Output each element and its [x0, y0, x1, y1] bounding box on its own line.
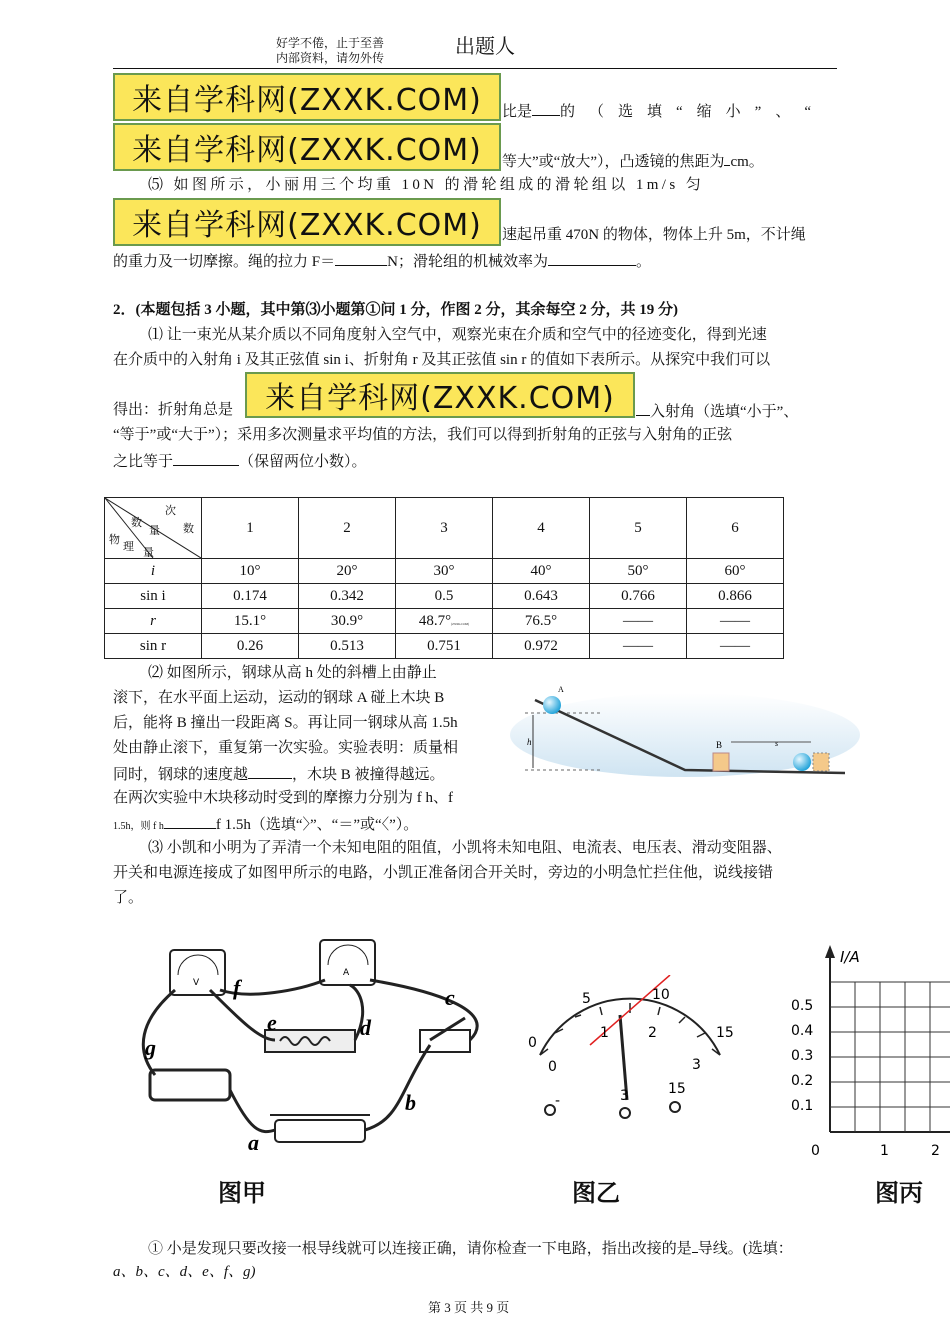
svg-text:5: 5 — [582, 991, 591, 1007]
svg-text:0: 0 — [528, 1035, 537, 1051]
q2-3-q1-l2: a、b、c、d、e、f、g) — [113, 1264, 256, 1280]
table-row: i 10° 20° 30° 40° 50° 60° — [105, 559, 784, 584]
table-corner: 次 数 数 量 物 理 量 — [105, 498, 202, 559]
svg-text:1: 1 — [600, 1025, 609, 1041]
table-header: 1 — [202, 498, 299, 559]
q2-2-l3: 后，能将 B 撞出一段距离 S。再让同一钢球从高 1.5h — [113, 715, 458, 731]
svg-text:0.4: 0.4 — [791, 1023, 814, 1039]
label-a: A — [558, 685, 564, 694]
svg-text:0.2: 0.2 — [791, 1073, 814, 1089]
graph-ylabel: I/A — [840, 948, 860, 966]
blank[interactable] — [248, 761, 292, 779]
q2-p1-line4: “等于”或“大于”）；采用多次测量求平均值的方法，我们可以得到折射角的正弦与入射角的正弦 — [113, 427, 733, 443]
header-motto-line1: 好学不倦，止于至善 — [276, 36, 385, 50]
svg-text:2: 2 — [648, 1025, 657, 1041]
wire-label-f: f — [233, 975, 241, 1000]
header-author: 出题人 — [455, 36, 515, 58]
header-motto-line2: 内部资料，请勿外传 — [276, 51, 385, 65]
blank[interactable] — [173, 448, 239, 466]
svg-text:A: A — [343, 968, 350, 978]
q1-p5-line2: 速起吊重 470N 的物体，物体上升 5m，不计绳 — [502, 227, 806, 243]
svg-text:0.1: 0.1 — [791, 1098, 814, 1114]
q2-3-q1-l1: ① 小是发现只要改接一根导线就可以连接正确，请你检查一下电路，指出改接的是 导线。(选填： — [148, 1235, 793, 1262]
rheostat-icon — [275, 1120, 365, 1142]
table-header: 4 — [493, 498, 590, 559]
wire-label-c: c — [445, 985, 455, 1010]
q2-title: 2．(本题包括 3 小题，其中第⑶小题第①问 1 分，作图 2 分，其余每空 2 分，共 19 分) — [113, 302, 678, 318]
q1-p5-line3: 的重力及一切摩擦。绳的拉力 F＝ N；滑轮组的机械效率为 。 — [113, 248, 651, 275]
table-header: 6 — [687, 498, 784, 559]
svg-text:3: 3 — [692, 1057, 701, 1073]
table-row: sin r 0.26 0.513 0.751 0.972 —— —— — [105, 634, 784, 659]
q1-line2: 等大”或“放大”），凸透镜的焦距为 cm。 — [502, 148, 764, 175]
wire-label-a: a — [248, 1130, 259, 1155]
page-footer: 第 3 页 共 9 页 — [428, 1300, 510, 1315]
wire-label-b: b — [405, 1090, 416, 1115]
figure-bing-caption: 图丙 — [875, 1179, 923, 1207]
svg-text:0.3: 0.3 — [791, 1048, 814, 1064]
blank[interactable] — [164, 811, 216, 829]
svg-text:1: 1 — [880, 1143, 889, 1159]
svg-text:3: 3 — [620, 1088, 629, 1104]
svg-text:V: V — [193, 978, 200, 988]
watermark-4: 来自学科网(ZXXK.COM) — [245, 372, 635, 418]
q2-p1-line5: 之比等于 （保留两位小数）。 — [113, 448, 367, 475]
q2-3-l1: ⑶ 小凯和小明为了弄清一个未知电阻的阻值，小凯将未知电阻、电流表、电压表、滑动变阻器、 — [148, 840, 782, 856]
blank[interactable] — [335, 248, 387, 266]
figure-yi-caption: 图乙 — [572, 1179, 620, 1207]
blank[interactable] — [532, 98, 560, 116]
wire-label-d: d — [360, 1015, 371, 1040]
blank[interactable] — [636, 398, 650, 416]
table-row: sin i 0.174 0.342 0.5 0.643 0.766 0.866 — [105, 584, 784, 609]
block-b — [713, 753, 729, 771]
q2-2-l2: 滚下，在水平面上运动，运动的钢球 A 碰上木块 B — [113, 690, 445, 706]
ball-a — [543, 696, 561, 714]
table-header: 3 — [396, 498, 493, 559]
q2-3-l2: 开关和电源连接成了如图甲所示的电路，小凯正准备闭合开关时，旁边的小明急忙拦住他，说线接错 — [113, 865, 774, 881]
q2-p1-line2: 在介质中的入射角 i 及其正弦值 sin i、折射角 r 及其正弦值 sin r 的值如下表所示。从探究中我们可以 — [113, 352, 771, 368]
q2-3-l3: 了。 — [113, 890, 144, 906]
watermark-3: 来自学科网(ZXXK.COM) — [113, 198, 501, 246]
svg-text:15: 15 — [716, 1025, 734, 1041]
wire-label-e: e — [267, 1010, 277, 1035]
q2-2-l6: 在两次实验中木块移动时受到的摩擦力分别为 f h、f — [113, 790, 453, 806]
svg-text:2: 2 — [931, 1143, 940, 1159]
table-header: 5 — [590, 498, 687, 559]
svg-text:0: 0 — [811, 1143, 820, 1159]
q2-2-l1: ⑵ 如图所示，钢球从高 h 处的斜槽上由静止 — [148, 665, 437, 681]
ball-moving — [793, 753, 811, 771]
label-s: s — [775, 739, 779, 748]
graph-figure — [785, 940, 950, 1170]
q1-line1: 比是 的（选填“缩小”、“ — [502, 98, 825, 125]
q2-p1-line3a: 得出：折射角总是 — [113, 402, 234, 418]
svg-text:0: 0 — [548, 1059, 557, 1075]
wire-label-g: g — [145, 1035, 156, 1060]
blank[interactable] — [548, 248, 636, 266]
q2-2-l4: 处由静止滚下，重复第一次实验。实验表明：质量相 — [113, 740, 459, 756]
battery-icon — [150, 1070, 230, 1100]
header-motto — [276, 36, 384, 66]
figure-jia-caption: 图甲 — [218, 1179, 266, 1207]
circuit-figure — [130, 930, 500, 1170]
svg-text:0.5: 0.5 — [791, 998, 814, 1014]
q2-p1-line1: ⑴ 让一束光从某介质以不同角度射入空气中，观察光束在介质和空气中的径迹变化，得到光速 — [148, 327, 767, 343]
watermark-2: 来自学科网(ZXXK.COM) — [113, 123, 501, 171]
q2-2-l7: 1.5h，则 f h f 1.5h（选填“〉”、“＝”或“〈”）。 — [113, 811, 418, 839]
meter-figure — [520, 975, 750, 1125]
label-b: B — [716, 740, 723, 750]
header-rule — [113, 68, 837, 69]
q2-2-l5: 同时，钢球的速度越 ，木块 B 被撞得越远。 — [113, 761, 445, 788]
watermark-1: 来自学科网(ZXXK.COM) — [113, 73, 501, 121]
q2-p1-line3b: 入射角（选填“小于”、 — [636, 398, 798, 425]
svg-text:10: 10 — [652, 987, 670, 1003]
svg-text:15: 15 — [668, 1081, 686, 1097]
refraction-table — [104, 497, 784, 659]
svg-text:-: - — [555, 1093, 561, 1109]
ramp-figure — [505, 680, 860, 780]
block-b-moved — [813, 753, 829, 771]
q1-p5-line1: ⑸ 如图所示，小丽用三个均重 10N 的滑轮组成的滑轮组以 1m/s 匀 — [148, 177, 705, 193]
table-row: r 15.1° 30.9° 48.7°(ZXXK.COM) 76.5° —— —— — [105, 609, 784, 634]
label-h: h — [527, 737, 532, 747]
table-header: 2 — [299, 498, 396, 559]
